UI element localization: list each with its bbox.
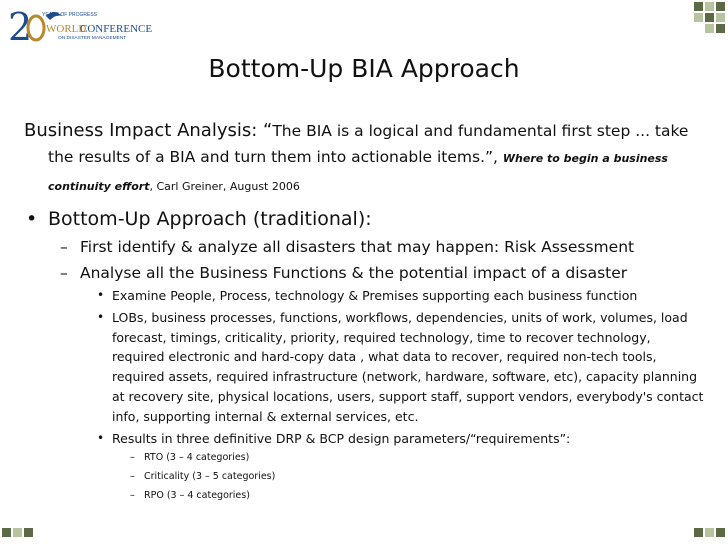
bullet-level3-text: Examine People, Process, technology & Premises supporting each business function [112,288,638,303]
corner-square [2,528,11,537]
bullet-marker: • [97,430,105,445]
dash-marker: – [60,264,68,282]
intro-lead: Business Impact Analysis: “ [24,120,273,141]
bullet-level4-item [24,487,704,505]
intro-paragraph [24,118,704,200]
bullet-level3-item [24,308,704,427]
corner-square [716,528,725,537]
intro-citation-author: , Carl Greiner, August 2006 [149,180,300,193]
conference-logo [6,5,153,49]
conference-logo-mark [6,5,153,49]
bullet-level2-text: First identify & analyze all disasters that may happen: Risk Assessment [80,238,635,256]
bullet-level2-item [24,236,704,258]
corner-decoration-bottom-left [0,526,36,546]
bullet-level4-item [24,468,704,486]
logo-world-text: WORLD [46,23,87,35]
bullet-marker: • [26,208,38,230]
corner-square [705,2,714,11]
dash-marker: – [130,452,135,464]
corner-square [705,528,714,537]
bullet-level3-text: LOBs, business processes, functions, workflows, dependencies, units of work, volumes, load forecast, timings, criticality, priority, required technology, time to recover technology, required electronic and hard-copy data , what data to recover, required non-tech tools, required assets, required infrastructure (network, hardware, software, etc), capacity planning at recovery site, physical locations, users, support staff, support vendors, everybody's contact info, supporting internal & external services, etc. [112,309,704,424]
corner-square [13,528,22,537]
intro-citation-title: Where to begin a business continuity effort [48,152,668,193]
corner-square [24,528,33,537]
dash-marker: – [60,238,68,256]
logo-numeral-2: 2 [8,5,33,49]
intro-quote: The BIA is a logical and fundamental first step ... take the results of a BIA and turn them into actionable items.”, [48,122,689,166]
logo-subtitle-text: ON DISASTER MANAGEMENT [58,36,127,41]
corner-square [716,13,725,22]
logo-conference-text: CONFERENCE [80,23,153,35]
corner-square [705,24,714,33]
bullet-marker: • [97,288,105,302]
corner-square [716,2,725,11]
bullet-level3-item [24,429,704,449]
bullet-level1 [24,206,704,232]
corner-square [694,2,703,11]
slide-body [24,118,704,505]
dash-marker: – [130,490,135,502]
bullet-level4-item [24,449,704,467]
bullet-marker: • [97,309,105,324]
corner-decoration-bottom-right [692,526,728,546]
bullet-level4-text: Criticality (3 – 5 categories) [144,471,276,483]
bullet-level1-text: Bottom-Up Approach (traditional): [48,208,372,230]
corner-square [705,13,714,22]
bullet-level2-item [24,262,704,284]
bullet-level4-text: RPO (3 – 4 categories) [144,490,250,502]
bullet-level4-text: RTO (3 – 4 categories) [144,452,250,464]
corner-square [694,528,703,537]
slide-title: Bottom-Up BIA Approach [208,54,520,83]
bullet-level3-item [24,286,704,306]
dash-marker: – [130,471,135,483]
corner-square [716,24,725,33]
bullet-level2-text: Analyse all the Business Functions & the potential impact of a disaster [80,264,628,282]
corner-decoration-top-right [692,0,728,40]
bullet-level3-text: Results in three definitive DRP & BCP design parameters/“requirements”: [112,430,571,446]
logo-years-text: YEARS OF PROGRESS [42,12,98,18]
corner-square [694,13,703,22]
